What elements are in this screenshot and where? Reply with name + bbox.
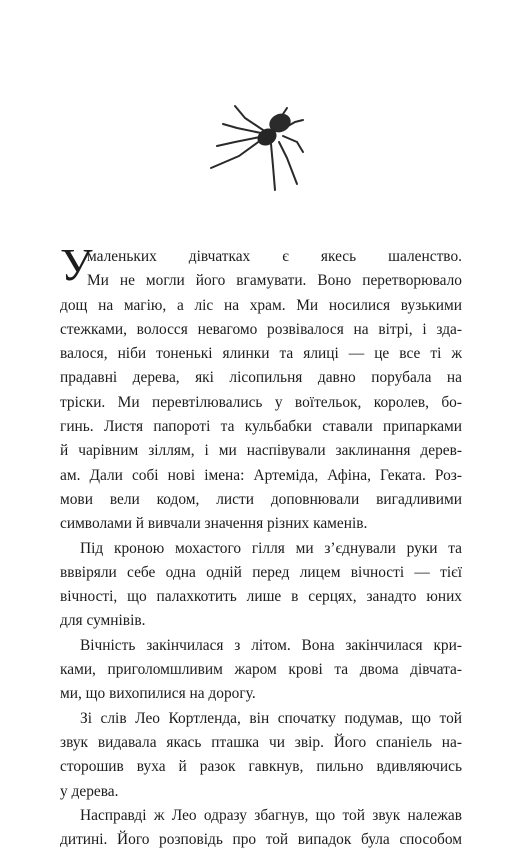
text-line: Ми не могли його вгамувати. Воно перетворювало (87, 272, 462, 290)
paragraph-3 (60, 634, 462, 707)
text-line: Під кроною мохастого гілля ми з’єднували руки та (80, 539, 462, 557)
text-line: мови вели кодом, листи доповнювали вигадливими (60, 490, 462, 508)
text-line: гинь. Листя папороті та кульбабки ставали припарками (60, 418, 462, 436)
text-line: для сумнівів. (60, 612, 146, 630)
body-text (60, 239, 462, 852)
text-line: Зі слів Лео Кортленда, він спочатку подумав, що той (80, 709, 462, 727)
text-line: Насправді ж Лео одразу збагнув, що той звук належав (80, 806, 462, 824)
text-line: ками, приголомшливим жаром крові та двома дівчата- (60, 661, 462, 679)
text-line: й чарівним зіллям, і ми наспівували заклинання дерев- (60, 442, 462, 460)
text-line: тріски. Ми перевтілювались у воїтельок, королев, бо- (60, 393, 462, 411)
paragraph-4 (60, 707, 462, 804)
paragraph-5 (60, 804, 462, 853)
text-line: стежками, волосся невагомо розвівалося на вітрі, і зда- (60, 320, 462, 338)
text-line: у дерева. (60, 782, 119, 800)
spider-icon (205, 100, 315, 200)
paragraph-2 (60, 537, 462, 634)
text-line: прадавні дерева, які лісопильня давно порубала на (60, 369, 462, 387)
text-line: ми, що вихопилися на дорогу. (60, 685, 256, 703)
text-line: вввіряли себе одна одній перед лицем вічності — тієї (60, 563, 462, 581)
paragraph-1 (60, 239, 462, 537)
drop-cap: У (60, 239, 93, 290)
text-line: Вічність закінчилася з літом. Вона закінчилася кри- (80, 636, 462, 654)
text-line: символами й вивчали значення різних каменів. (60, 515, 368, 533)
text-line: звук видавала якась пташка чи звір. Його спаніель на- (60, 733, 462, 751)
text-line: ам. Дали собі нові імена: Артеміда, Афіна, Геката. Роз- (60, 466, 462, 484)
text-line: сторошив вуха й разок гавкнув, пильно вдивляючись (60, 758, 462, 776)
text-line: вічності, що палахкотить лише в серцях, занадто юних (60, 588, 462, 606)
text-line: дитині. Його розповідь про той випадок була способом (60, 831, 462, 849)
text-line: У маленьких дівчатках є якесь шаленство. (60, 239, 462, 290)
text-line: дощ на магію, а ліс на храм. Ми носилися вузькими (60, 296, 462, 314)
text-line: валося, ніби тоненькі ялинки та ялиці — це все ті ж (60, 345, 462, 363)
